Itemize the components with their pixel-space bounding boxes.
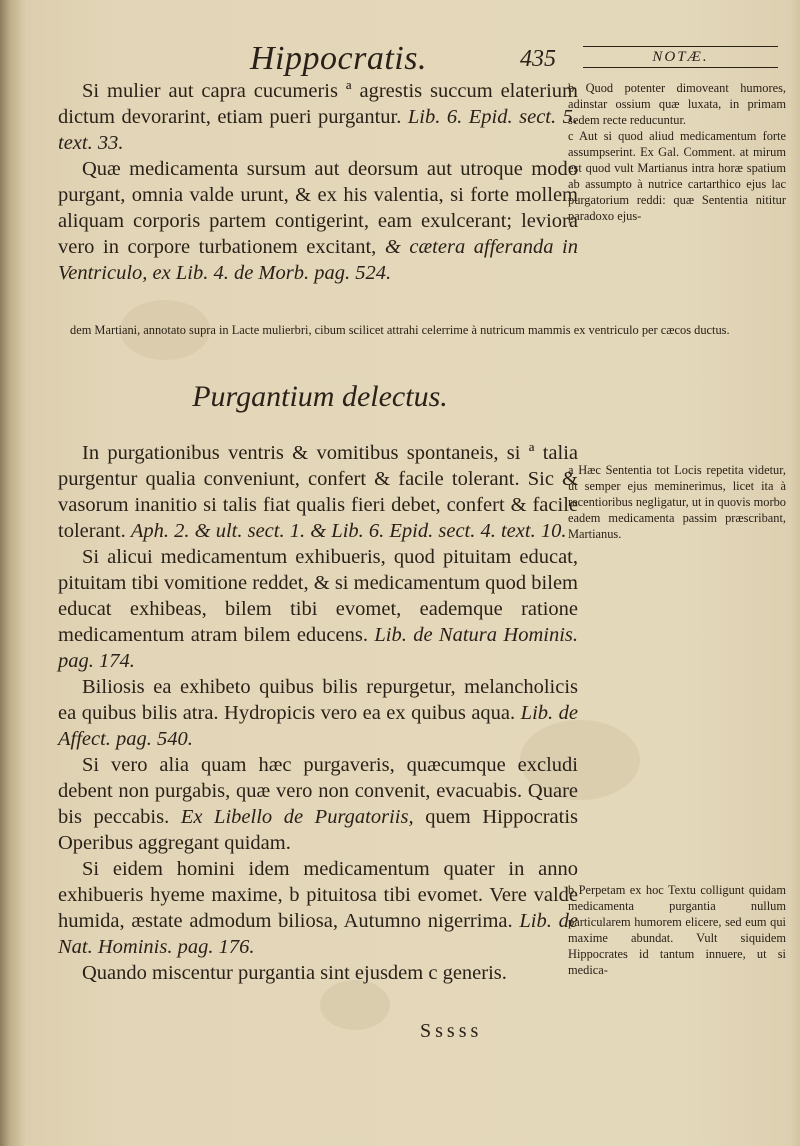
marginal-notes-1 [568, 80, 786, 224]
signature-mark: Sssss [420, 1020, 483, 1042]
note-c: c Aut si quod aliud medicamentum forte assumpserint. Ex Gal. Comment. at mirum est quod vult Martianus intra horæ spatium ab assumpto à nutrice cartarthico ejus lac purgatorium reddi: quæ Sententia nititur paradoxo ejus- [568, 129, 786, 223]
paragraph-elaterium: Si mulier aut capra cucumeris ª agrestis succum elaterium dictum devorarint, etiam pueri purgantur. Lib. 6. Epid. sect. 5. text. 33. [58, 80, 579, 154]
marginal-note-a: a Hæc Sententia tot Locis repetita videtur, ut semper ejus meminerimus, licet ita à recentioribus negligatur, ut in quovis morbo eadem medicamenta passim præscribant, Martianus. [568, 463, 786, 541]
paragraph-si-vero: Si vero alia quam hæc purgaveris, quæcumque excludi debent non purgabis, quæ vero non convenit, evacuabis. Quare bis peccabis. Ex Libello de Purgatoriis, quem Hippocratis Operibus aggregant quidam. [58, 754, 578, 854]
note-continuation: dem Martiani, annotato supra in Lacte mulierbri, cibum scilicet attrahi celerrime à nutricum mammis ex ventriculo per cæcos ductus. [70, 323, 730, 337]
note-b: b Quod potenter dimoveant humores, adinstar ossium quæ luxata, in primam sedem recte reducuntur. [568, 81, 786, 127]
paragraph-pituitam: Si alicui medicamentum exhibueris, quod pituitam educat, pituitam tibi vomitione reddet, & si medicamentum quod bilem educat exhibeas, bilem tibi evomet, eademque ratione medicamentum atram bilem educens. Lib. de Natura Hominis. pag. 174. [58, 546, 579, 672]
marginal-note-b2: b Perpetam ex hoc Textu colligunt quidam medicamenta purgantia nullum particularem humorem elicere, sed eum qui maxime abundat. Vult siquidem Hippocrates id tantum innuere, ut si medica- [568, 883, 786, 977]
paragraph-purgationibus: In purgationibus ventris & vomitibus spontaneis, si ª talia purgentur qualia conveniunt, confert & facile tolerant. Sic & vasorum inanitio si talis fiat qualis fieri debet, confert & facile tolerant. Aph. 2. & ult. sect. 1. & Lib. 6. Epid. sect. 4. text. 10. [58, 442, 578, 542]
main-text-block-2 [58, 440, 578, 986]
running-title: Hippocratis. [250, 40, 427, 77]
page-header [0, 40, 800, 80]
paragraph-miscentur: Quando miscentur purgantia sint ejusdem c generis. [82, 962, 507, 984]
paragraph-medicamenta: Quæ medicamenta sursum aut deorsum aut utroque modo purgant, omnia valde urunt, & ex his valentia, si forte mollem aliquam corporis partem contigerint, eam exulcerant; leviora vero in corpore turbationem excitant, & cætera afferanda in Ventriculo, ex Lib. 4. de Morb. pag. 524. [58, 158, 578, 284]
paragraph-eidem-homini: Si eidem homini idem medicamentum quater in anno exhibueris hyeme maxime, b pituitosa tibi evomet. Vere valde humida, æstate admodum biliosa, Autumno nigerrima. Lib. de Nat. Hominis. pag. 176. [58, 858, 578, 958]
section-title: Purgantium delectus. [192, 380, 448, 413]
main-text-block-1 [58, 78, 578, 286]
notes-heading: NOTÆ. [583, 46, 778, 68]
paragraph-biliosis: Biliosis ea exhibeto quibus bilis repurgetur, melancholicis ea quibus bilis atra. Hydropicis vero ea ex quibus aqua. Lib. de Affect. pag. 540. [58, 676, 578, 750]
page-number: 435 [520, 46, 556, 72]
